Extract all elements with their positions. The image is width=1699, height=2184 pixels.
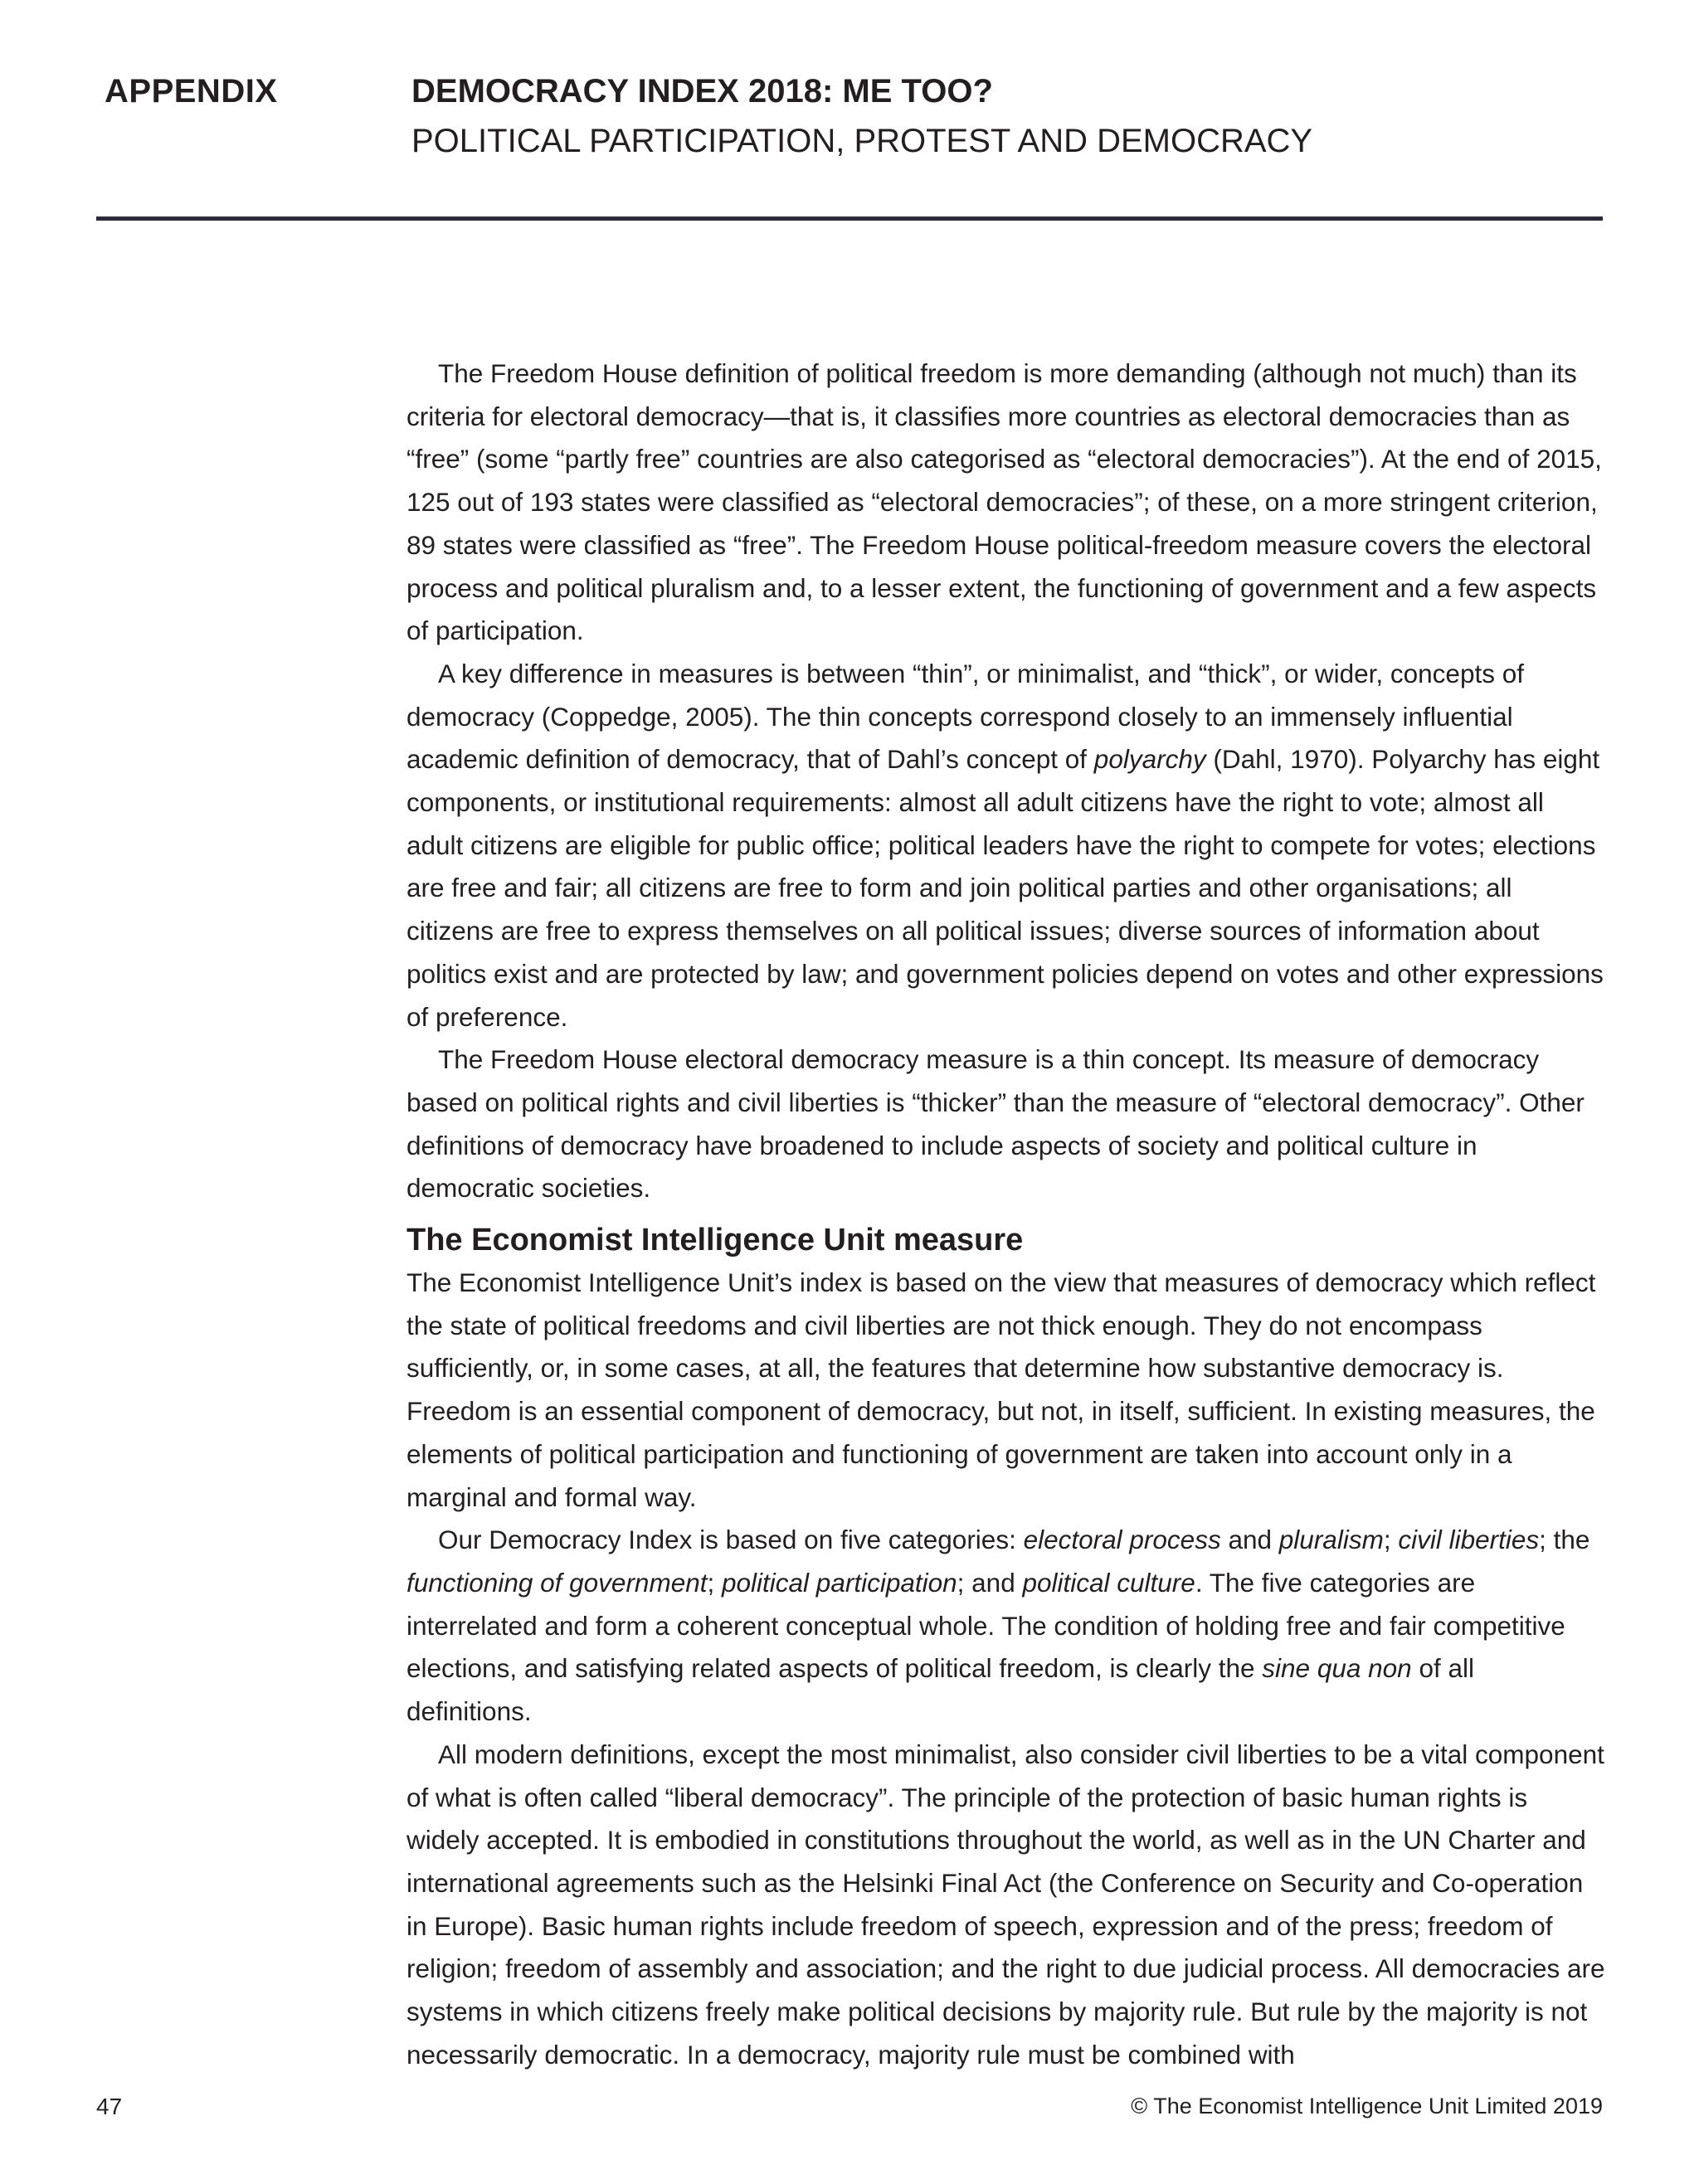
emphasis-text: functioning of government	[406, 1567, 708, 1598]
copyright-notice: © The Economist Intelligence Unit Limited 2019	[1131, 2094, 1603, 2118]
body-text	[406, 353, 1605, 2076]
section-heading: The Economist Intelligence Unit measure	[406, 1223, 1024, 1258]
page-title: DEMOCRACY INDEX 2018: ME TOO?	[411, 73, 993, 109]
emphasis-text: electoral process	[1023, 1525, 1221, 1555]
header-divider	[96, 216, 1603, 221]
text-run: of all definitions.	[406, 1653, 1474, 1727]
text-run: ;	[707, 1567, 722, 1598]
text-run: ; the	[1539, 1525, 1590, 1555]
header-label: APPENDIX	[105, 73, 278, 109]
emphasis-text: political participation	[722, 1567, 957, 1598]
emphasis-text: pluralism	[1278, 1525, 1384, 1555]
paragraph: All modern definitions, except the most minimalist, also consider civil liberties to be a vital component of what is often called “liberal democracy”. The principle of the protection of basic human rights is widely accepted. It is embodied in constitutions throughout the world, as well as in the UN Charter and international agreements such as the Helsinki Final Act (the Conference on Security and Co-operation in Europe). Basic human rights include freedom of speech, expression and of the press; freedom of religion; freedom of assembly and association; and the right to due judicial process. All democracies are systems in which citizens freely make political decisions by majority rule. But rule by the majority is not necessarily democratic. In a democracy, majority rule must be combined with	[406, 1739, 1605, 2070]
page-number: 47	[96, 2094, 123, 2119]
text-run: A key difference in measures is between “thin”, or minimalist, and “thick”, or wider, concepts of democracy (Coppedge, 2005). The thin concepts correspond closely to an immensely influential academic definition of democracy, that of Dahl’s concept of	[406, 658, 1524, 775]
emphasis-text: sine qua non	[1262, 1653, 1412, 1684]
page-subtitle: POLITICAL PARTICIPATION, PROTEST AND DEMOCRACY	[411, 123, 1313, 159]
text-run: and	[1220, 1525, 1279, 1555]
emphasis-text: civil liberties	[1398, 1525, 1540, 1555]
emphasis-text: polyarchy	[1093, 744, 1206, 775]
paragraph	[406, 1519, 1605, 1734]
paragraph: The Freedom House definition of political freedom is more demanding (although not much) than its criteria for electoral democracy—that is, it classifies more countries as electoral democracies than as “free” (some “partly free” countries are also categorised as “electoral democracies”). At the end of 2015, 125 out of 193 states were classified as “electoral democracies”; of these, on a more stringent criterion, 89 states were classified as “free”. The Freedom House political-freedom measure covers the electoral process and political pluralism and, to a lesser extent, the functioning of government and a few aspects of participation.	[406, 358, 1602, 646]
paragraph: The Economist Intelligence Unit’s index is based on the view that measures of democracy which reflect the state of political freedoms and civil liberties are not thick enough. They do not encompass sufficiently, or, in some cases, at all, the features that determine how substantive democracy is. Freedom is an essential component of democracy, but not, in itself, sufficient. In existing measures, the elements of political participation and functioning of government are taken into account only in a marginal and formal way.	[406, 1267, 1596, 1512]
text-run: Our Democracy Index is based on five categories:	[438, 1525, 1024, 1555]
text-run: (Dahl, 1970). Polyarchy has eight components, or institutional requirements: almost all adult citizens have the right to vote; almost all adult citizens are eligible for public office; political leaders have the right to compete for votes; elections are free and fair; all citizens are free to form and join political parties and other organisations; all citizens are free to express themselves on all political issues; diverse sources of information about politics exist and are protected by law; and government policies depend on votes and other expressions of preference.	[406, 744, 1604, 1032]
paragraph	[406, 653, 1605, 1038]
emphasis-text: political culture	[1022, 1567, 1195, 1598]
text-run: ;	[1383, 1525, 1399, 1555]
text-run: . The five categories are interrelated and form a coherent conceptual whole. The condition of holding free and fair competitive elections, and satisfying related aspects of political freedom, is clearly the	[406, 1567, 1565, 1684]
text-run: ; and	[957, 1567, 1023, 1598]
paragraph: The Freedom House electoral democracy measure is a thin concept. Its measure of democracy based on political rights and civil liberties is “thicker” than the measure of “electoral democracy”. Other definitions of democracy have broadened to include aspects of society and political culture in democratic societies.	[406, 1044, 1585, 1204]
